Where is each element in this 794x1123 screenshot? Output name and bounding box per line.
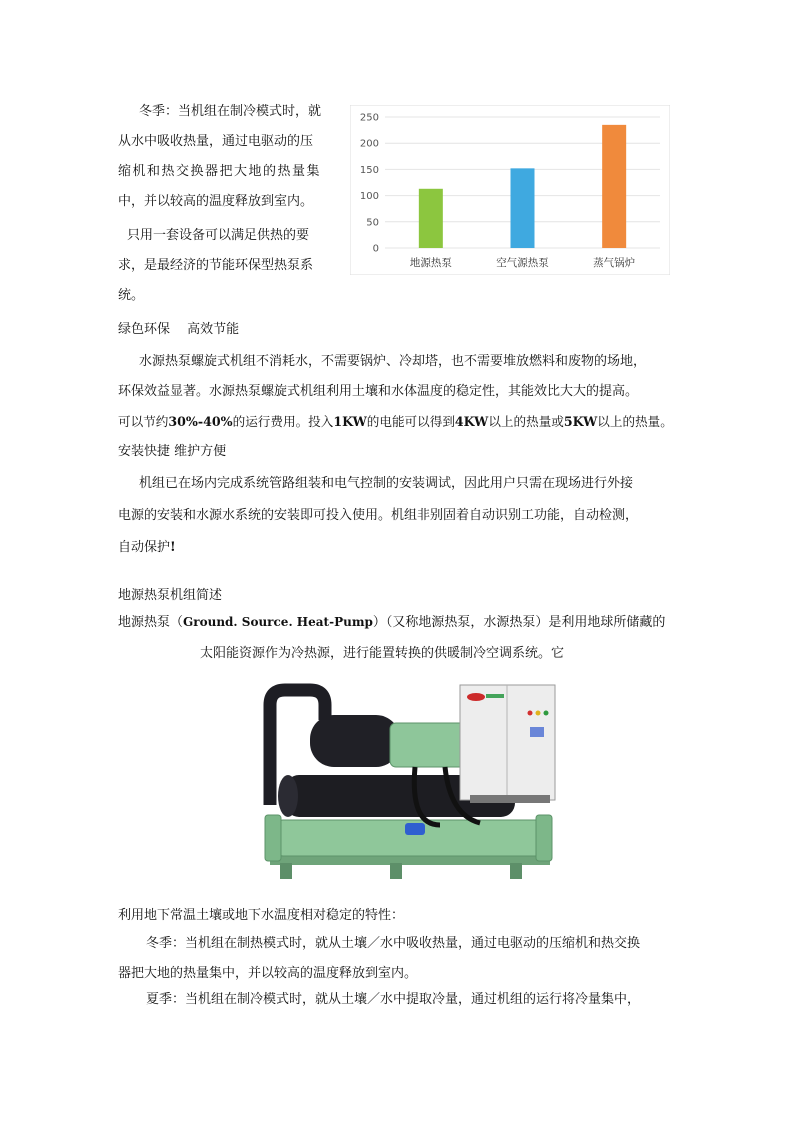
saving-percent: 30%-40% — [168, 414, 233, 429]
section2-line-2: 电源的安装和水源水系统的安装即可投入使用。机组非别固着自动识别工功能，自动检测， — [118, 508, 639, 523]
indicator-light — [536, 711, 541, 716]
display-panel — [530, 727, 544, 737]
section1-line-3 — [118, 413, 673, 431]
section2-line-1: 机组已在场内完成系统管路组装和电气控制的安装调试，因此用户只需在现场进行外接 — [139, 476, 634, 491]
flange — [536, 815, 552, 861]
section3-line-1 — [118, 613, 665, 632]
flange — [265, 815, 281, 861]
section1-line-1: 水源热泵螺旋式机组不消耗水，不需要锅炉、冷却塔，也不需要堆放燃料和废物的场地， — [139, 354, 647, 369]
intro-line-4: 中，并以较高的温度释放到室内。 — [118, 194, 314, 209]
bar-2 — [511, 168, 535, 248]
section4-line-4: 夏季：当机组在制冷模式时，就从土壤／水中提取冷量，通过机组的运行将冷量集中， — [146, 992, 641, 1007]
foot — [390, 863, 402, 879]
x-category-label: 蒸气锅炉 — [593, 257, 636, 269]
brand-logo — [467, 693, 485, 701]
section3-line-2: 太阳能资源作为冷热源，进行能置转换的供暖制冷空调系统。它 — [200, 646, 565, 661]
foot — [510, 863, 522, 879]
intro-line-6: 求，是最经济的节能环保型热泵系 — [118, 258, 314, 273]
foot — [280, 863, 292, 879]
text-run: 可以节约 — [118, 414, 169, 429]
compressor-body — [310, 715, 400, 767]
x-category-label: 空气源热泵 — [496, 257, 549, 269]
text-run: 以上的热量。 — [597, 414, 673, 429]
compressor-motor — [390, 723, 470, 767]
bar-1 — [419, 189, 443, 248]
section4-line-1: 利用地下常温土壤或地下水温度相对稳定的特性： — [118, 908, 405, 923]
y-tick-label: 250 — [359, 112, 379, 124]
output-heat-1: 4KW — [454, 414, 489, 429]
y-tick-label: 150 — [359, 164, 379, 176]
text-run: 地源热泵（ — [118, 615, 184, 630]
section3-heading: 地源热泵机组简述 — [118, 588, 223, 603]
text-run: 以上的热量或 — [488, 414, 564, 429]
indicator-light — [528, 711, 533, 716]
section2-heading: 安装快捷 维护方便 — [118, 444, 227, 459]
intro-line-2: 从水中吸收热量，通过电驱动的压 — [118, 134, 314, 149]
intro-line-3: 缩机和热交换器把大地的热量集 — [118, 164, 322, 179]
section4-line-2: 冬季：当机组在制热模式时，就从土壤／水中吸收热量，通过电驱动的压缩机和热交换 — [146, 936, 641, 951]
section4-line-3: 器把大地的热量集中，并以较高的温度释放到室内。 — [118, 966, 418, 981]
text-run: ）（又称地源热泵，水源热泵）是利用地球所储藏的 — [372, 615, 666, 630]
water-source-heat-pump-unit-image — [240, 675, 570, 890]
section1-heading: 绿色环保 高效节能 — [118, 322, 240, 337]
heating-cost-bar-chart — [350, 105, 670, 275]
text-run: 的电能可以得到 — [366, 414, 455, 429]
y-tick-label: 0 — [372, 243, 379, 255]
bar-3 — [602, 125, 626, 248]
text-run: 自动保护 — [118, 540, 171, 555]
y-tick-label: 50 — [366, 217, 379, 229]
intro-line-1: 冬季：当机组在制冷模式时，就 — [139, 104, 322, 119]
y-tick-label: 200 — [359, 138, 379, 150]
english-term: Ground. Source. Heat-Pump — [183, 615, 373, 629]
exclamation-mark: ! — [170, 540, 176, 555]
chart-x-labels — [410, 256, 635, 269]
intro-line-5: 只用一套设备可以满足供热的要 — [127, 228, 310, 243]
input-power: 1KW — [333, 414, 367, 429]
intro-line-7: 统。 — [118, 288, 145, 303]
valve — [405, 823, 425, 835]
cabinet-stand — [470, 795, 550, 803]
brand-logo — [486, 694, 504, 698]
y-tick-label: 100 — [359, 191, 379, 203]
output-heat-2: 5KW — [563, 414, 598, 429]
x-category-label: 地源热泵 — [409, 257, 452, 269]
section2-line-3 — [118, 539, 176, 557]
indicator-light — [544, 711, 549, 716]
section1-line-2: 环保效益显著。水源热泵螺旋式机组利用土壤和水体温度的稳定性，其能效比大大的提高。 — [118, 384, 639, 399]
drum-end — [278, 775, 298, 817]
text-run: 的运行费用。投入 — [232, 414, 334, 429]
